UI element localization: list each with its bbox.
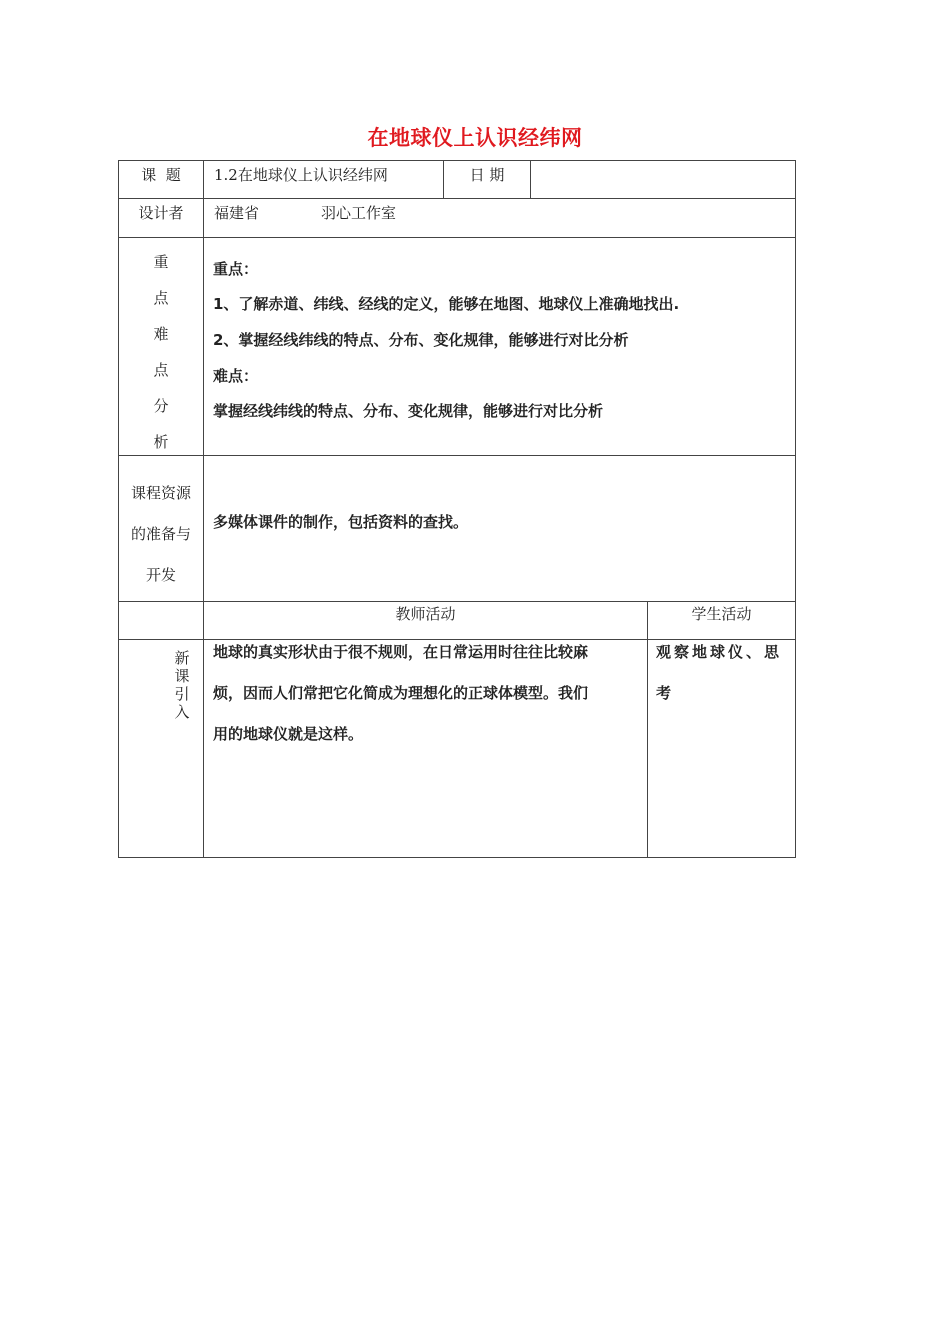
table-divider — [118, 198, 796, 199]
difficulty-heading: 难点： — [213, 367, 259, 385]
resources-content: 多媒体课件的制作，包括资料的查找。 — [213, 513, 469, 531]
intro-student-line: 观察地球仪、思 — [656, 643, 783, 661]
table-divider — [118, 601, 796, 602]
table-divider — [118, 455, 796, 456]
keypoints-label — [118, 244, 204, 460]
table-border-top — [118, 160, 796, 161]
table-column-divider — [647, 601, 648, 858]
resources-label — [118, 486, 204, 596]
intro-teacher-line: 用的地球仪就是这样。 — [213, 725, 364, 743]
intro-label — [172, 649, 192, 721]
intro-teacher-line: 地球的真实形状由于很不规则，在日常运用时往往比较麻 — [213, 643, 589, 661]
keypoints-label-char: 重 — [153, 253, 169, 271]
intro-label-char: 新 — [174, 649, 190, 667]
designer-label: 设计者 — [138, 204, 184, 222]
resources-label-line: 开发 — [145, 566, 176, 584]
intro-label-char: 课 — [174, 667, 190, 685]
key-heading: 重点： — [213, 260, 259, 278]
keypoints-label-char: 难 — [153, 325, 169, 343]
teacher-activity-header: 教师活动 — [395, 605, 456, 623]
table-divider — [118, 639, 796, 640]
resources-label-line: 的准备与 — [130, 525, 191, 543]
key-item-1: 1、了解赤道、纬线、经线的定义，能够在地图、地球仪上准确地找出. — [213, 295, 680, 313]
topic-label: 课 题 — [141, 166, 181, 184]
keypoints-label-char: 点 — [153, 289, 169, 307]
keypoints-label-char: 点 — [153, 361, 169, 379]
intro-label-char: 引 — [174, 685, 190, 703]
intro-student-line: 考 — [656, 684, 672, 702]
student-activity-header: 学生活动 — [691, 605, 752, 623]
date-label: 日 期 — [469, 166, 505, 184]
table-divider — [118, 237, 796, 238]
keypoints-label-char: 分 — [153, 397, 169, 415]
table-border-bottom — [118, 857, 796, 858]
topic-value: 1.2在地球仪上认识经纬网 — [214, 166, 388, 184]
keypoints-label-char: 析 — [153, 433, 169, 451]
table-border-right — [795, 160, 796, 858]
intro-label-char: 入 — [174, 703, 190, 721]
page-title: 在地球仪上认识经纬网 — [367, 126, 583, 150]
resources-label-line: 课程资源 — [130, 484, 191, 502]
designer-studio: 羽心工作室 — [321, 204, 397, 222]
intro-teacher-line: 烦，因而人们常把它化简成为理想化的正球体模型。我们 — [213, 684, 589, 702]
designer-province: 福建省 — [214, 204, 260, 222]
difficulty-item: 掌握经线纬线的特点、分布、变化规律，能够进行对比分析 — [213, 402, 604, 420]
key-item-2: 2、掌握经线纬线的特点、分布、变化规律，能够进行对比分析 — [213, 331, 629, 349]
